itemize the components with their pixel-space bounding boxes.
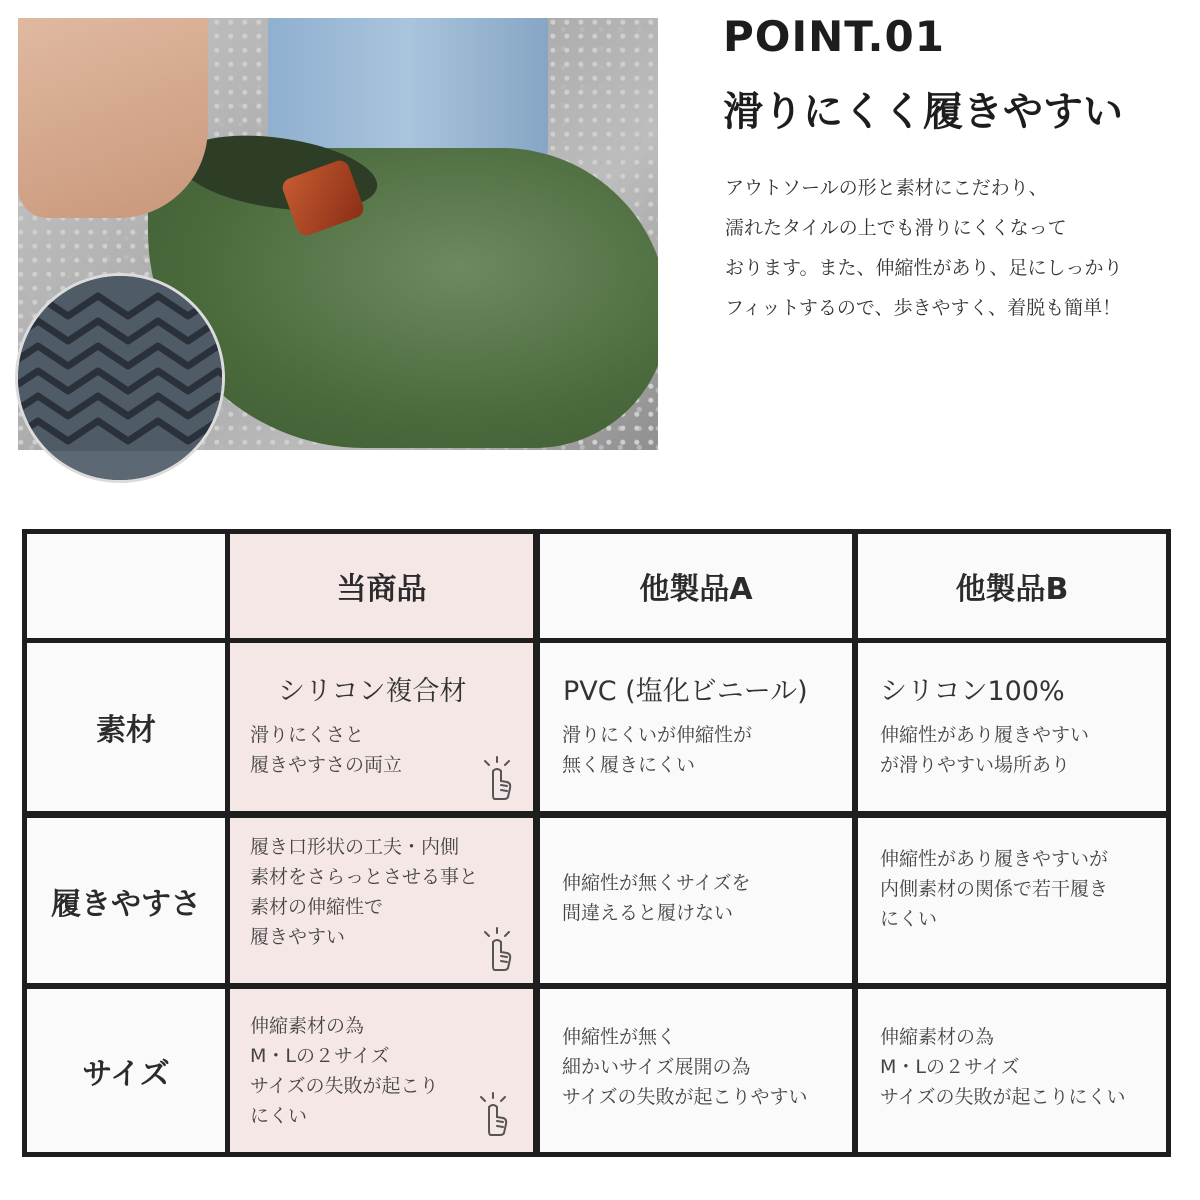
- note-line: 履き口形状の工夫・内側: [250, 836, 460, 858]
- size-product-a-cell: [540, 989, 852, 1152]
- material-note: [562, 720, 752, 780]
- material-name: シリコン100%: [880, 676, 1065, 707]
- note-line: サイズの失敗が起こりにくい: [880, 1086, 1126, 1108]
- column-header-ours: 当商品: [230, 534, 533, 638]
- note-line: 滑りにくいが伸縮性が: [562, 724, 753, 746]
- row-label-ease: 履きやすさ: [27, 818, 225, 983]
- note-line: 細かいサイズ展開の為: [562, 1056, 751, 1078]
- note-line: 伸縮素材の為: [880, 1026, 995, 1048]
- note-line: サイズの失敗が起こり: [250, 1075, 439, 1097]
- description-line: フィットするので、歩きやすく、着脱も簡単！: [725, 297, 1122, 319]
- ease-ours-cell: [230, 818, 533, 983]
- point-description: [725, 168, 1195, 328]
- ease-note: [880, 844, 1108, 934]
- table-corner-cell: [27, 534, 225, 638]
- material-ours-cell: [230, 643, 533, 811]
- material-product-a-cell: [540, 643, 852, 811]
- point-number: POINT.01: [723, 12, 945, 61]
- material-note: [250, 720, 402, 780]
- note-line: 素材の伸縮性で: [250, 896, 384, 918]
- material-name: シリコン複合材: [278, 676, 467, 707]
- ease-product-b-cell: [858, 818, 1166, 983]
- size-note: [250, 1011, 438, 1131]
- note-line: 伸縮性があり履きやすいが: [880, 848, 1109, 870]
- note-line: 履きやすい: [250, 926, 346, 948]
- note-line: にくい: [250, 1105, 308, 1127]
- description-line: おります。また、伸縮性があり、足にしっかり: [725, 257, 1123, 279]
- hand: [18, 18, 208, 218]
- size-ours-cell: [230, 989, 533, 1152]
- note-line: サイズの失敗が起こりやすい: [562, 1086, 808, 1108]
- note-line: 伸縮性が無くサイズを: [562, 872, 751, 894]
- tap-finger-icon: [479, 755, 515, 801]
- note-line: 無く履きにくい: [562, 754, 696, 776]
- description-line: 濡れたタイルの上でも滑りにくくなって: [725, 217, 1067, 239]
- note-line: 伸縮素材の為: [250, 1015, 365, 1037]
- row-label-size: サイズ: [27, 989, 225, 1152]
- note-line: 間違えると履けない: [562, 902, 734, 924]
- note-line: 履きやすさの両立: [250, 754, 403, 776]
- tap-finger-icon: [475, 1091, 511, 1137]
- material-note: [880, 720, 1089, 780]
- note-line: にくい: [880, 908, 938, 930]
- column-header-product-a: 他製品A: [540, 534, 852, 638]
- sole-closeup-image: [18, 276, 222, 480]
- size-product-b-cell: [858, 989, 1166, 1152]
- note-line: 素材をさらっとさせる事と: [250, 866, 479, 888]
- note-line: 内側素材の関係で若干履き: [880, 878, 1109, 900]
- comparison-table: [22, 529, 1171, 1157]
- material-product-b-cell: [858, 643, 1166, 811]
- note-line: M・Lの２サイズ: [250, 1045, 390, 1067]
- note-line: 伸縮性が無く: [562, 1026, 677, 1048]
- ease-note: [250, 832, 478, 952]
- note-line: 伸縮性があり履きやすい: [880, 724, 1090, 746]
- point-title: 滑りにくく履きやすい: [723, 89, 1123, 135]
- column-header-product-b: 他製品B: [858, 534, 1166, 638]
- size-note: [880, 1022, 1125, 1112]
- tap-finger-icon: [479, 926, 515, 972]
- note-line: M・Lの２サイズ: [880, 1056, 1020, 1078]
- material-name: PVC (塩化ビニール): [563, 676, 808, 707]
- row-label-material: 素材: [27, 643, 225, 811]
- note-line: 滑りにくさと: [250, 724, 365, 746]
- note-line: が滑りやすい場所あり: [880, 754, 1071, 776]
- description-line: アウトソールの形と素材にこだわり、: [725, 177, 1048, 199]
- size-note: [562, 1022, 807, 1112]
- ease-product-a-cell: [540, 818, 852, 983]
- ease-note: [562, 868, 750, 928]
